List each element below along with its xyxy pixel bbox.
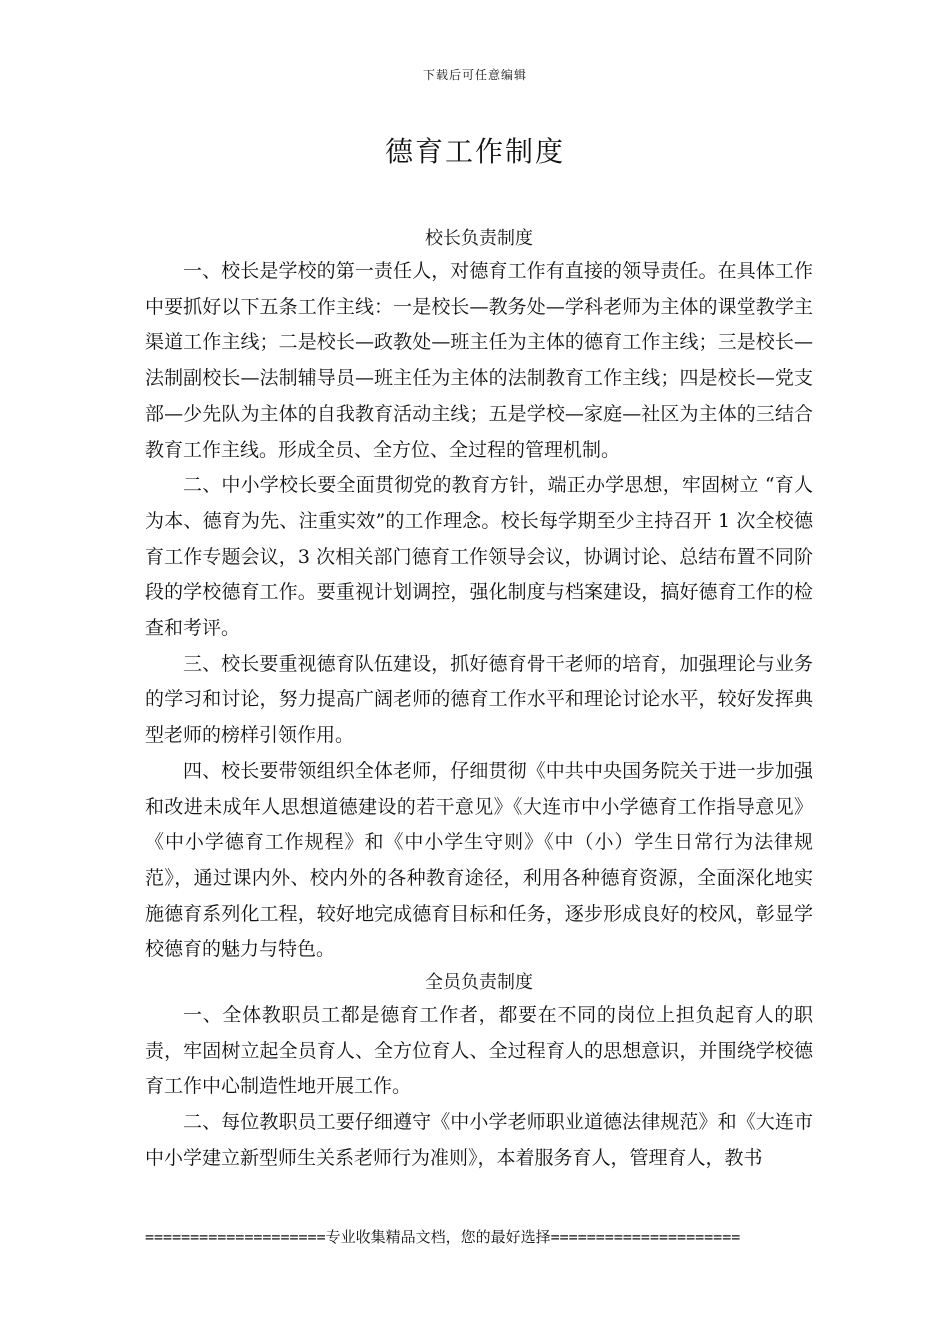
paragraph: 四、校长要带领组织全体老师，仔细贯彻《中共中央国务院关于进一步加强和改进未成年人思想道德建设的若干意见》《大连市中小学德育工作指导意见》《中小学德育工作规程》和《中小学生守则》《中（小）学生日常行为法律规范》，通过课内外、校内外的各种教育途径，利用各种德育资源，全面深化地实施德育系列化工程，较好地完成德育目标和任务，逐步形成良好的校风，彰显学校德育的魅力与特色。: [145, 759, 813, 961]
document-title: 德育工作制度: [384, 135, 565, 168]
document-body: [145, 224, 813, 1177]
paragraph: 一、校长是学校的第一责任人，对德育工作有直接的领导责任。在具体工作中要抓好以下五条工作主线：一是校长—教务处—学科老师为主体的课堂教学主渠道工作主线；二是校长—政教处—班主任为主体的德育工作主线；三是校长—法制副校长—法制辅导员—班主任为主体的法制教育工作主线；四是校长—党支部—少先队为主体的自我教育活动主线；五是学校—家庭—社区为主体的三结合教育工作主线。形成全员、全方位、全过程的管理机制。: [145, 260, 813, 461]
paragraph: 二、每位教职员工要仔细遵守《中小学老师职业道德法律规范》和《大连市中小学建立新型师生关系老师行为准则》，本着服务育人，管理育人，教书: [145, 1111, 813, 1169]
paragraph: 二、中小学校长要全面贯彻党的教育方针，端正办学思想，牢固树立 “育人为本、德育为先、注重实效”的工作理念。校长每学期至少主持召开 1 次全校德育工作专题会议，3 次相关部门德育工作领导会议，协调讨论、总结布置不同阶段的学校德育工作。要重视计划调控，强化制度与档案建设，搞好德育工作的检查和考评。: [145, 474, 813, 640]
footer-note: ====================专业收集精品文档，您的最好选择=====================: [145, 1228, 741, 1246]
section-heading-all-staff: 全员负责制度: [425, 972, 533, 994]
header-note: 下载后可任意编辑: [422, 68, 527, 82]
section-heading-principal: 校长负责制度: [425, 228, 533, 249]
paragraph: 一、全体教职员工都是德育工作者，都要在不同的岗位上担负起育人的职责，牢固树立起全员育人、全方位育人、全过程育人的思想意识，并围绕学校德育工作中心制造性地开展工作。: [145, 1004, 813, 1098]
paragraph: 三、校长要重视德育队伍建设，抓好德育骨干老师的培育，加强理论与业务的学习和讨论，努力提高广阔老师的德育工作水平和理论讨论水平，较好发挥典型老师的榜样引领作用。: [145, 652, 813, 747]
